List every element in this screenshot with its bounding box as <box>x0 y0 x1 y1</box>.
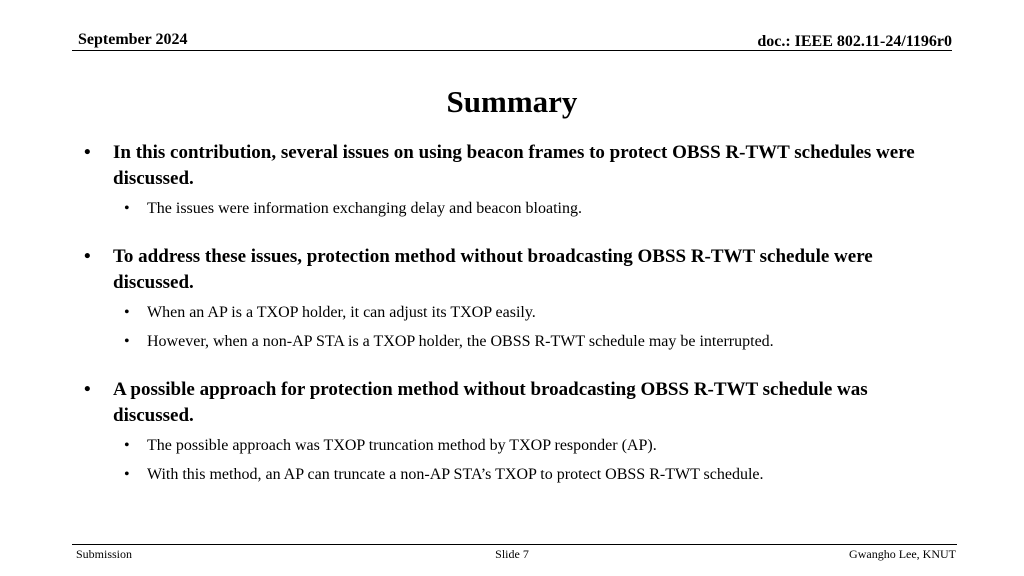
header-date: September 2024 <box>78 31 188 48</box>
sub-bullet-text: When an AP is a TXOP holder, it can adjust its TXOP easily. <box>147 304 536 321</box>
bullet-icon: • <box>124 466 130 483</box>
sub-bullet <box>84 198 944 219</box>
sub-bullet <box>84 302 944 323</box>
bullet-text: A possible approach for protection method without broadcasting OBSS R-TWT schedule was discussed. <box>113 379 868 426</box>
sub-bullet <box>84 464 944 485</box>
sub-bullet-text: With this method, an AP can truncate a non-AP STA’s TXOP to protect OBSS R-TWT schedule. <box>147 466 764 483</box>
footer-submission: Submission <box>76 547 133 561</box>
bullet-text: To address these issues, protection method without broadcasting OBSS R-TWT schedule were discussed. <box>113 246 873 293</box>
bullet-point <box>84 377 944 485</box>
bullet-level1 <box>84 140 944 192</box>
bullet-level1 <box>84 244 944 296</box>
bullet-icon: • <box>124 333 130 350</box>
sub-bullet-text: However, when a non-AP STA is a TXOP holder, the OBSS R-TWT schedule may be interrupted. <box>147 333 774 350</box>
bullet-icon: • <box>124 304 130 321</box>
footer-author: Gwangho Lee, KNUT <box>849 547 956 561</box>
bullet-icon: • <box>84 379 91 400</box>
bullet-level1 <box>84 377 944 429</box>
header-rule <box>72 50 952 51</box>
sub-bullet-text: The issues were information exchanging delay and beacon bloating. <box>147 200 582 217</box>
bullet-icon: • <box>124 200 130 217</box>
sub-bullet <box>84 331 944 352</box>
bullet-icon: • <box>124 437 130 454</box>
bullet-point <box>84 140 944 219</box>
sub-bullet <box>84 435 944 456</box>
sub-bullet-text: The possible approach was TXOP truncation method by TXOP responder (AP). <box>147 437 657 454</box>
slide-content <box>84 140 944 510</box>
bullet-icon: • <box>84 142 91 163</box>
bullet-icon: • <box>84 246 91 267</box>
slide-title: Summary <box>446 84 578 119</box>
footer-rule <box>72 544 957 545</box>
bullet-point <box>84 244 944 352</box>
footer-slide-number: Slide 7 <box>495 547 529 561</box>
bullet-text: In this contribution, several issues on using beacon frames to protect OBSS R-TWT schedules were discussed. <box>113 142 915 189</box>
header-doc-id: doc.: IEEE 802.11-24/1196r0 <box>757 33 952 50</box>
